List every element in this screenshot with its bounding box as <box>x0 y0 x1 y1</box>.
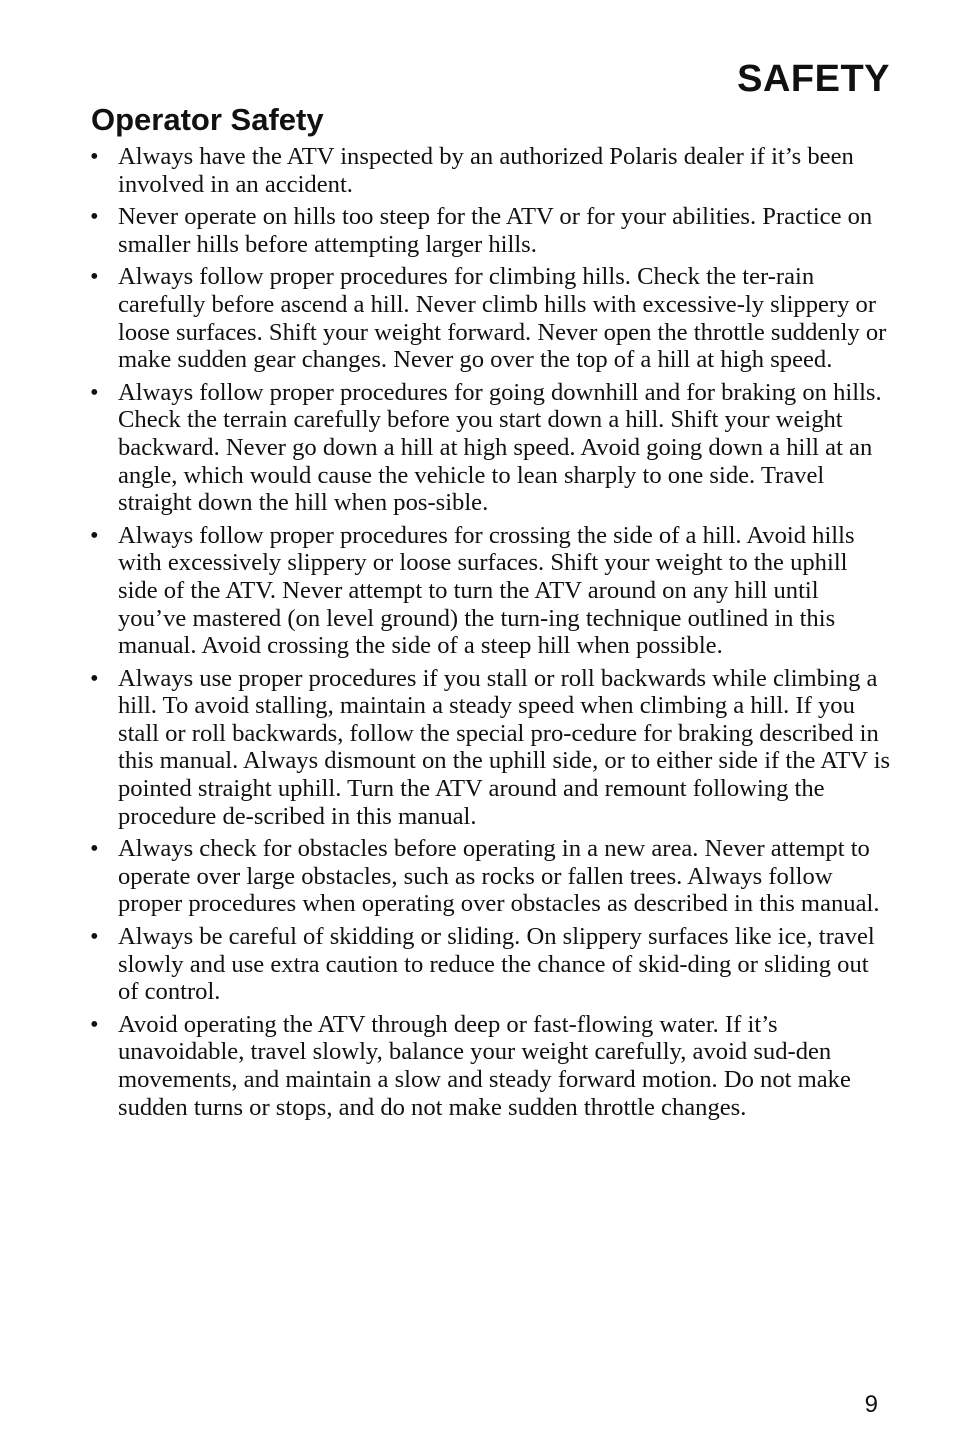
list-item <box>88 1011 892 1121</box>
list-item <box>88 379 892 517</box>
bullet-icon: • <box>90 263 99 291</box>
list-item-text: Always be careful of skidding or sliding. On slippery surfaces like ice, travel slowly and use extra caution to reduce the chance of skid-ding or sliding out of control. <box>118 923 875 1006</box>
bullet-icon: • <box>90 1010 99 1038</box>
bullet-list <box>88 143 892 1126</box>
list-item-text: Avoid operating the ATV through deep or fast-flowing water. If it’s unavoidable, travel slowly, balance your weight carefully, avoid sud-den movements, and maintain a slow and steady forward motion. Do not make sudden turns or stops, and do not make sudden throttle changes. <box>118 1010 851 1121</box>
list-item <box>88 665 892 831</box>
list-item-text: Always have the ATV inspected by an authorized Polaris dealer if it’s been involved in an accident. <box>118 143 854 198</box>
bullet-icon: • <box>90 378 99 406</box>
bullet-icon: • <box>90 203 99 231</box>
section-title: SAFETY <box>737 58 890 100</box>
bullet-icon: • <box>90 835 99 863</box>
bullet-icon: • <box>90 923 99 951</box>
list-item <box>88 203 892 258</box>
bullet-icon: • <box>90 664 99 692</box>
list-item <box>88 143 892 198</box>
list-item <box>88 835 892 918</box>
page-heading: Operator Safety <box>91 102 324 137</box>
list-item-text: Always follow proper procedures for going downhill and for braking on hills. Check the terrain carefully before you start down a hill. Shift your weight backward. Never go down a hill at high speed. Avoid going down a hill at an angle, which would cause the vehicle to lean sharply to one side. Travel straight down the hill when pos-sible. <box>118 378 882 517</box>
list-item-text: Never operate on hills too steep for the ATV or for your abilities. Practice on smaller hills before attempting larger hills. <box>118 203 873 258</box>
list-item-text: Always check for obstacles before operating in a new area. Never attempt to operate over large obstacles, such as rocks or fallen trees. Always follow proper procedures when operating over obstacles as described in this manual. <box>118 835 880 918</box>
bullet-icon: • <box>90 143 99 170</box>
list-item-text: Always follow proper procedures for crossing the side of a hill. Avoid hills with excessively slippery or loose surfaces. Shift your weight to the uphill side of the ATV. Never attempt to turn the ATV around on any hill until you’ve mastered (on level ground) the turn-ing technique outlined in this manual. Avoid crossing the side of a steep hill when possible. <box>118 521 855 660</box>
list-item <box>88 263 892 373</box>
list-item-text: Always use proper procedures if you stall or roll backwards while climbing a hill. To avoid stalling, maintain a steady speed when climbing a hill. If you stall or roll backwards, follow the special pro-cedure for braking described in this manual. Always dismount on the uphill side, or to either side if the ATV is pointed straight uphill. Turn the ATV around and remount following the procedure de-scribed in this manual. <box>118 664 891 830</box>
list-item <box>88 923 892 1006</box>
list-item-text: Always follow proper procedures for climbing hills. Check the ter-rain carefully before ascend a hill. Never climb hills with excessive-ly slippery or loose surfaces. Shift your weight forward. Never open the throttle suddenly or make sudden gear changes. Never go over the top of a hill at high speed. <box>118 263 887 374</box>
page-number: 9 <box>864 1391 878 1418</box>
bullet-icon: • <box>90 521 99 549</box>
list-item <box>88 522 892 660</box>
